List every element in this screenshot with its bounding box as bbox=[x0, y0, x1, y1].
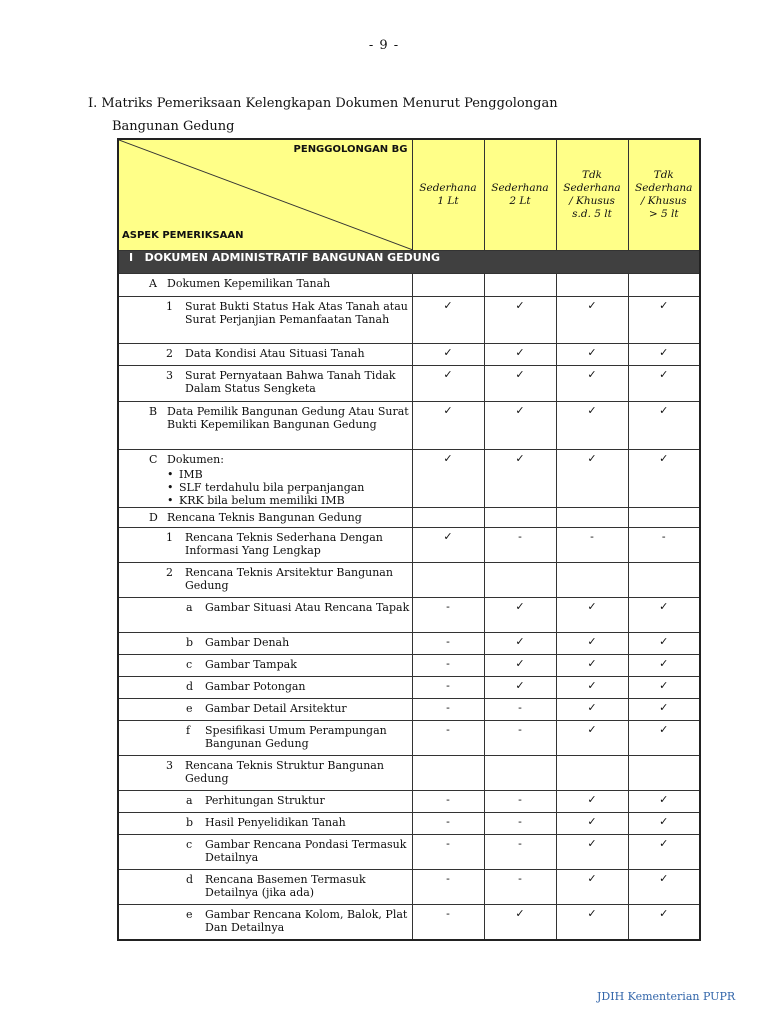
item-label: Gambar Rencana Pondasi Termasuk Detailnya bbox=[205, 838, 407, 864]
checkmark-icon: ✓ bbox=[628, 791, 700, 813]
checkmark-icon: ✓ bbox=[484, 297, 556, 344]
checkmark-icon: ✓ bbox=[556, 699, 628, 721]
column-header: Tdk Sederhana / Khusus > 5 lt bbox=[628, 139, 700, 251]
page-number: - 9 - bbox=[368, 38, 400, 53]
aspek-cell bbox=[118, 402, 412, 450]
mark-cell bbox=[484, 563, 556, 598]
item-label: Rencana Basemen Termasuk Detailnya (jika ada) bbox=[205, 873, 366, 899]
bullet-list bbox=[119, 468, 412, 507]
mark-cell bbox=[484, 756, 556, 791]
checkmark-icon: ✓ bbox=[484, 366, 556, 402]
checkmark-icon: ✓ bbox=[484, 344, 556, 366]
checkmark-icon: ✓ bbox=[556, 835, 628, 870]
header-diagonal-cell bbox=[118, 139, 412, 251]
table-row bbox=[118, 297, 700, 344]
aspek-cell bbox=[118, 870, 412, 905]
item-key: e bbox=[186, 702, 193, 715]
item-label: Gambar Situasi Atau Rencana Tapak bbox=[205, 601, 410, 614]
mark-cell bbox=[412, 274, 484, 297]
item-key: C bbox=[149, 453, 158, 466]
bullet-item: • IMB bbox=[167, 468, 203, 481]
aspek-cell bbox=[118, 297, 412, 344]
checkmark-icon: ✓ bbox=[628, 598, 700, 633]
table-row bbox=[118, 655, 700, 677]
item-label: Gambar Rencana Kolom, Balok, Plat Dan Detailnya bbox=[205, 908, 408, 934]
aspek-cell bbox=[118, 721, 412, 756]
checkmark-icon: ✓ bbox=[412, 297, 484, 344]
aspek-cell bbox=[118, 528, 412, 563]
item-label: Rencana Teknis Bangunan Gedung bbox=[167, 511, 362, 524]
checkmark-icon: ✓ bbox=[628, 699, 700, 721]
checkmark-icon: ✓ bbox=[628, 905, 700, 940]
item-key: d bbox=[186, 680, 194, 693]
table-row bbox=[118, 508, 700, 528]
aspek-cell bbox=[118, 508, 412, 528]
mark-cell bbox=[412, 756, 484, 791]
item-key: c bbox=[186, 658, 193, 671]
item-label: Gambar Denah bbox=[205, 636, 290, 649]
table-row bbox=[118, 450, 700, 508]
checkmark-icon: ✓ bbox=[412, 450, 484, 508]
table-row bbox=[118, 721, 700, 756]
column-header: Sederhana 1 Lt bbox=[412, 139, 484, 251]
mark-cell bbox=[484, 274, 556, 297]
mark-cell: - bbox=[412, 721, 484, 756]
mark-cell bbox=[484, 508, 556, 528]
checkmark-icon: ✓ bbox=[412, 344, 484, 366]
checkmark-icon: ✓ bbox=[412, 528, 484, 563]
table-row bbox=[118, 563, 700, 598]
checkmark-icon: ✓ bbox=[484, 633, 556, 655]
checkmark-icon: ✓ bbox=[556, 450, 628, 508]
aspek-cell bbox=[118, 655, 412, 677]
checkmark-icon: ✓ bbox=[628, 297, 700, 344]
item-key: a bbox=[186, 794, 193, 807]
checkmark-icon: ✓ bbox=[484, 905, 556, 940]
mark-cell: - bbox=[412, 633, 484, 655]
checkmark-icon: ✓ bbox=[556, 677, 628, 699]
mark-cell bbox=[628, 508, 700, 528]
table-row bbox=[118, 813, 700, 835]
mark-cell: - bbox=[412, 699, 484, 721]
aspek-cell bbox=[118, 905, 412, 940]
column-header: Sederhana 2 Lt bbox=[484, 139, 556, 251]
mark-cell: - bbox=[412, 598, 484, 633]
item-label: Hasil Penyelidikan Tanah bbox=[205, 816, 346, 829]
checkmark-icon: ✓ bbox=[628, 655, 700, 677]
mark-cell: - bbox=[484, 813, 556, 835]
checkmark-icon: ✓ bbox=[556, 598, 628, 633]
checkmark-icon: ✓ bbox=[556, 633, 628, 655]
item-key: 3 bbox=[166, 369, 173, 382]
checkmark-icon: ✓ bbox=[628, 677, 700, 699]
aspek-cell bbox=[118, 677, 412, 699]
mark-cell: - bbox=[412, 677, 484, 699]
item-key: 1 bbox=[166, 300, 173, 313]
aspek-cell bbox=[118, 563, 412, 598]
checkmark-icon: ✓ bbox=[484, 402, 556, 450]
item-label: Data Kondisi Atau Situasi Tanah bbox=[185, 347, 365, 360]
mark-cell: - bbox=[484, 721, 556, 756]
item-label: Perhitungan Struktur bbox=[205, 794, 325, 807]
section-title bbox=[88, 92, 558, 138]
section-number: I bbox=[129, 251, 134, 264]
item-label: Surat Bukti Status Hak Atas Tanah atau Surat Perjanjian Pemanfaatan Tanah bbox=[185, 300, 408, 326]
mark-cell: - bbox=[484, 528, 556, 563]
mark-cell bbox=[628, 274, 700, 297]
checkmark-icon: ✓ bbox=[628, 366, 700, 402]
aspek-cell bbox=[118, 366, 412, 402]
checkmark-icon: ✓ bbox=[628, 813, 700, 835]
checkmark-icon: ✓ bbox=[628, 835, 700, 870]
mark-cell bbox=[556, 274, 628, 297]
mark-cell bbox=[556, 756, 628, 791]
item-key: A bbox=[149, 277, 157, 290]
mark-cell bbox=[412, 563, 484, 598]
section-title-line-2: Bangunan Gedung bbox=[112, 119, 235, 134]
table-header-row bbox=[118, 139, 700, 251]
item-key: e bbox=[186, 908, 193, 921]
section-label: DOKUMEN ADMINISTRATIF BANGUNAN GEDUNG bbox=[144, 251, 440, 264]
item-label: Rencana Teknis Sederhana Dengan Informasi Yang Lengkap bbox=[185, 531, 383, 557]
aspek-cell bbox=[118, 835, 412, 870]
checkmark-icon: ✓ bbox=[628, 870, 700, 905]
item-label: Spesifikasi Umum Perampungan Bangunan Gedung bbox=[205, 724, 387, 750]
item-key: 3 bbox=[166, 759, 173, 772]
item-label: Surat Pernyataan Bahwa Tanah Tidak Dalam Status Sengketa bbox=[185, 369, 396, 395]
item-key: b bbox=[186, 816, 194, 829]
item-key: d bbox=[186, 873, 194, 886]
aspek-cell bbox=[118, 344, 412, 366]
item-label: Gambar Tampak bbox=[205, 658, 297, 671]
mark-cell: - bbox=[412, 870, 484, 905]
item-key: c bbox=[186, 838, 193, 851]
checkmark-icon: ✓ bbox=[556, 721, 628, 756]
checkmark-icon: ✓ bbox=[556, 791, 628, 813]
checkmark-icon: ✓ bbox=[628, 450, 700, 508]
checkmark-icon: ✓ bbox=[484, 655, 556, 677]
table-row bbox=[118, 598, 700, 633]
mark-cell: - bbox=[412, 655, 484, 677]
checkmark-icon: ✓ bbox=[556, 297, 628, 344]
mark-cell bbox=[556, 563, 628, 598]
mark-cell: - bbox=[412, 905, 484, 940]
checkmark-icon: ✓ bbox=[556, 402, 628, 450]
item-label: Dokumen Kepemilikan Tanah bbox=[167, 277, 331, 290]
item-key: 1 bbox=[166, 531, 173, 544]
mark-cell: - bbox=[628, 528, 700, 563]
mark-cell: - bbox=[412, 791, 484, 813]
checkmark-icon: ✓ bbox=[628, 633, 700, 655]
item-label: Dokumen: bbox=[167, 453, 224, 466]
item-key: a bbox=[186, 601, 193, 614]
checkmark-icon: ✓ bbox=[484, 450, 556, 508]
document-check-matrix bbox=[117, 138, 701, 941]
item-key: f bbox=[186, 724, 191, 737]
table-row bbox=[118, 870, 700, 905]
checkmark-icon: ✓ bbox=[484, 677, 556, 699]
mark-cell bbox=[412, 508, 484, 528]
mark-cell: - bbox=[484, 870, 556, 905]
column-header: Tdk Sederhana / Khusus s.d. 5 lt bbox=[556, 139, 628, 251]
item-key: b bbox=[186, 636, 194, 649]
item-key: D bbox=[149, 511, 158, 524]
checkmark-icon: ✓ bbox=[556, 655, 628, 677]
item-label: Gambar Detail Arsitektur bbox=[205, 702, 347, 715]
mark-cell bbox=[628, 756, 700, 791]
mark-cell: - bbox=[412, 835, 484, 870]
checkmark-icon: ✓ bbox=[412, 366, 484, 402]
footer-source: JDIH Kementerian PUPR bbox=[597, 990, 736, 1003]
item-label: Gambar Potongan bbox=[205, 680, 306, 693]
checkmark-icon: ✓ bbox=[556, 905, 628, 940]
table-row bbox=[118, 835, 700, 870]
item-label: Rencana Teknis Struktur Bangunan Gedung bbox=[185, 759, 384, 785]
item-label: Data Pemilik Bangunan Gedung Atau Surat Bukti Kepemilikan Bangunan Gedung bbox=[167, 405, 409, 431]
aspek-cell bbox=[118, 791, 412, 813]
aspek-cell bbox=[118, 699, 412, 721]
table-row bbox=[118, 677, 700, 699]
aspek-cell bbox=[118, 274, 412, 297]
mark-cell: - bbox=[556, 528, 628, 563]
aspek-cell bbox=[118, 633, 412, 655]
mark-cell: - bbox=[484, 835, 556, 870]
item-key: 2 bbox=[166, 566, 173, 579]
checkmark-icon: ✓ bbox=[556, 870, 628, 905]
table-row bbox=[118, 756, 700, 791]
table-row bbox=[118, 699, 700, 721]
table-row bbox=[118, 402, 700, 450]
table-row bbox=[118, 633, 700, 655]
item-label: Rencana Teknis Arsitektur Bangunan Gedung bbox=[185, 566, 393, 592]
checkmark-icon: ✓ bbox=[484, 598, 556, 633]
mark-cell bbox=[628, 563, 700, 598]
table-row bbox=[118, 366, 700, 402]
header-aspek: ASPEK PEMERIKSAAN bbox=[122, 230, 244, 241]
section-row bbox=[118, 251, 700, 274]
table-row bbox=[118, 344, 700, 366]
mark-cell: - bbox=[484, 699, 556, 721]
aspek-cell bbox=[118, 450, 412, 508]
mark-cell bbox=[556, 508, 628, 528]
table-row bbox=[118, 528, 700, 563]
aspek-cell bbox=[118, 756, 412, 791]
section-title-line-1: I. Matriks Pemeriksaan Kelengkapan Dokumen Menurut Penggolongan bbox=[88, 96, 558, 111]
aspek-cell bbox=[118, 813, 412, 835]
mark-cell: - bbox=[484, 791, 556, 813]
item-key: 2 bbox=[166, 347, 173, 360]
mark-cell: - bbox=[412, 813, 484, 835]
table-row bbox=[118, 905, 700, 940]
checkmark-icon: ✓ bbox=[412, 402, 484, 450]
checkmark-icon: ✓ bbox=[556, 813, 628, 835]
aspek-cell bbox=[118, 598, 412, 633]
bullet-item: • KRK bila belum memiliki IMB bbox=[167, 494, 345, 507]
bullet-item: • SLF terdahulu bila perpanjangan bbox=[167, 481, 365, 494]
checkmark-icon: ✓ bbox=[556, 366, 628, 402]
table-row bbox=[118, 274, 700, 297]
checkmark-icon: ✓ bbox=[556, 344, 628, 366]
item-key: B bbox=[149, 405, 158, 418]
checkmark-icon: ✓ bbox=[628, 721, 700, 756]
table-row bbox=[118, 791, 700, 813]
checkmark-icon: ✓ bbox=[628, 402, 700, 450]
header-penggolongan: PENGGOLONGAN BG bbox=[293, 144, 408, 155]
checkmark-icon: ✓ bbox=[628, 344, 700, 366]
